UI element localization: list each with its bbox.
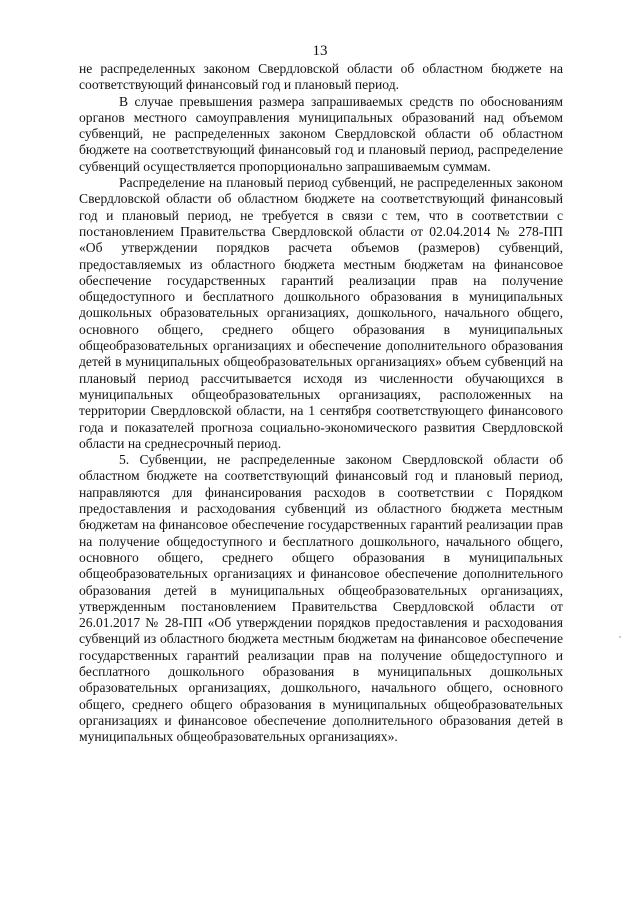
paragraph-continuation: не распределенных законом Свердловской области об областном бюджете на соответствующий финансовый год и плановый период. (79, 61, 563, 93)
scan-speck (619, 636, 621, 638)
page-number: 13 (312, 43, 328, 59)
paragraph-planning-period: Распределение на плановый период субвенций, не распределенных законом Свердловской области об областном бюджете на соответствующий финансовый год и плановый период, не требуется в связи с тем, что в соответствии с постановлением Правительства Свердловской области от 02.04.2014 № 278-ПП «Об утверждении порядков расчета объемов (размеров) субвенций, предоставляемых из областного бюджета местным бюджетам на финансовое обеспечение государственных гарантий реализации прав на получение общедоступного и бесплатного дошкольного образования в муниципальных дошкольных образовательных организациях, дошкольного, начального общего, основного общего, среднего общего образования в муниципальных общеобразовательных организациях и обеспечение дополнительного образования детей в муниципальных общеобразовательных организациях» объем субвенций на плановый период рассчитывается исходя из численности обучающихся в муниципальных общеобразовательных организациях, расположенных на территории Свердловской области, на 1 сентября соответствующего финансового года и показателей прогноза социально-экономического развития Свердловской области на среднесрочный период. (79, 175, 563, 451)
paragraph-excess-requests: В случае превышения размера запрашиваемых средств по обоснованиям органов местного самоуправления муниципальных образований над объемом субвенций, не распределенных законом Свердловской области об областном бюджете на соответствующий финансовый год и плановый период, распределение субвенций осуществляется пропорционально запрашиваемым суммам. (79, 93, 563, 174)
document-body (79, 61, 563, 745)
paragraph-item-5: 5. Субвенции, не распределенные законом Свердловской области об областном бюджете на соответствующий финансовый год и плановый период, направляются для финансирования расходов в соответствии с Порядком предоставления и расходования субвенций из областного бюджета местным бюджетам на финансовое обеспечение государственных гарантий реализации прав на получение общедоступного и бесплатного дошкольного, начального общего, основного общего, среднего общего образования в муниципальных общеобразовательных организациях и финансовое обеспечение дополнительного образования детей в муниципальных общеобразовательных организациях, утвержденным постановлением Правительства Свердловской области от 26.01.2017 № 28-ПП «Об утверждении порядков предоставления и расходования субвенций из областного бюджета местным бюджетам на финансовое обеспечение государственных гарантий реализации прав на получение общедоступного и бесплатного дошкольного образования в муниципальных дошкольных образовательных организациях, дошкольного, начального общего, основного общего, среднего общего образования в муниципальных общеобразовательных организациях и финансовое обеспечение дополнительного образования детей в муниципальных общеобразовательных организациях». (79, 452, 563, 745)
